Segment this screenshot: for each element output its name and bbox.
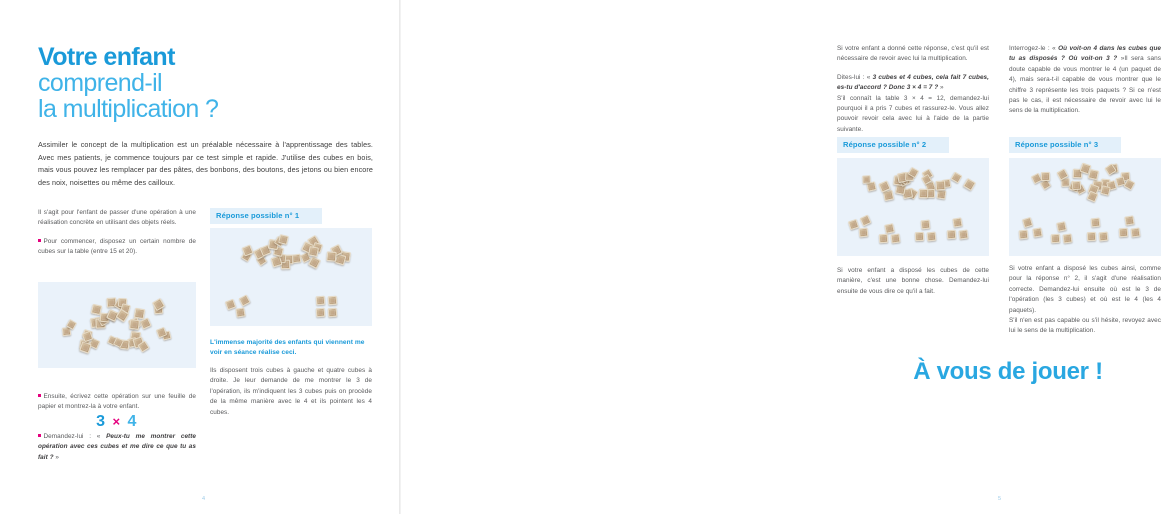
answer-1-body: Ils disposent trois cubes à gauche et quatre cubes à droite. Je leur demande de me montrer le 3 de l'opération, ils m'indiquent les 3 cubes puis on procède de la même manière avec le 4 et ils pointent les 4 cubes. xyxy=(210,367,372,416)
wooden-cube xyxy=(1087,169,1098,180)
wooden-cube xyxy=(1056,221,1067,232)
wooden-cube xyxy=(927,232,937,242)
wooden-cube xyxy=(1099,232,1109,242)
photo-scattered-cubes xyxy=(38,282,196,368)
wooden-cube xyxy=(1019,230,1029,240)
wooden-cube xyxy=(859,228,869,238)
bullet-write-block xyxy=(38,392,196,413)
wooden-cube xyxy=(921,220,931,230)
wooden-cube xyxy=(1051,234,1061,244)
wooden-cube xyxy=(1032,227,1042,237)
answer-3-body xyxy=(1009,264,1161,337)
chip-answer-2: Réponse possible n° 2 xyxy=(837,137,949,153)
wooden-cube xyxy=(935,180,945,190)
bullet-write-text: Ensuite, écrivez cette opération sur une feuille de papier et montrez-la à votre enfant. xyxy=(38,392,196,413)
answer-2-comment-block xyxy=(1009,44,1161,117)
wooden-cube xyxy=(1124,215,1134,225)
page-number-left: 4 xyxy=(202,496,206,502)
page-gutter xyxy=(399,0,401,514)
photo-answer-1-cubes xyxy=(210,228,372,326)
page-title xyxy=(38,44,278,122)
answer-1-comment-para-3: S'il connaît la table 3 × 4 = 12, demandez-lui pourquoi il a pris 7 cubes et rassurez-le. Vous allez pouvoir revoir cela avec lui à l'aide de la partie suivante. xyxy=(837,94,989,133)
answer-2-comment-prefix: Interrogez-le : « xyxy=(1009,45,1059,52)
answer-1-comment-para-1: Si votre enfant a donné cette réponse, c'est qu'il est nécessaire de revoir avec lui la multiplication. xyxy=(837,45,989,63)
wooden-cube xyxy=(316,308,326,318)
intro-paragraph: Assimiler le concept de la multiplication est un préalable nécessaire à l'apprentissage des tables. Avec mes patients, je commence toujours par ce test simple et rapide. J'utilise des cubes en bois, mais vous pouvez les remplacer par des pâtes, des bonbons, des boutons, des jetons ou bien encore des noix, noisettes ou même des cailloux. xyxy=(38,140,373,187)
wooden-cube xyxy=(328,308,338,318)
wooden-cube xyxy=(919,189,929,199)
chip-answer-1: Réponse possible n° 1 xyxy=(210,208,322,224)
answer-3-body-para-1: Si votre enfant a disposé les cubes ainsi, comme pour la réponse n° 2, il s'agit d'une réalisation correcte. Demandez-lui ensuite où est le 3 de l'opération (les 3 cubes) et où est le 4 (les 4 paquets). xyxy=(1009,265,1161,314)
wooden-cube xyxy=(884,223,895,234)
answer-2-comment-suffix: » xyxy=(1117,55,1125,63)
wooden-cube xyxy=(860,215,872,227)
equation-display xyxy=(38,413,196,431)
page-number-right: 5 xyxy=(998,496,1002,502)
wooden-cube xyxy=(1130,227,1140,237)
wooden-cube xyxy=(1022,217,1033,228)
wooden-cube xyxy=(308,246,319,257)
photo-answer-2-cubes xyxy=(837,158,989,256)
left-column-top xyxy=(38,208,196,258)
answer-1-comment-prefix: Dites-lui : « xyxy=(837,73,873,81)
wooden-cube xyxy=(890,233,900,243)
wooden-cube xyxy=(963,178,976,191)
answer-1-comment-quote: 3 cubes et 4 cubes, cela fait 7 cubes, es-tu d'accord ? Donc 3 × 4 = 7 ? xyxy=(837,73,989,92)
wooden-cube xyxy=(958,229,968,239)
wooden-cube xyxy=(1124,179,1136,191)
equation-left-operand: 3 xyxy=(96,413,107,430)
answer-1-comment-para-2 xyxy=(837,73,989,94)
wooden-cube xyxy=(79,341,92,354)
wooden-cube xyxy=(1119,228,1129,238)
title-line-3: la multiplication ? xyxy=(38,95,219,123)
wooden-cube xyxy=(129,319,140,330)
wooden-cube xyxy=(947,230,957,240)
answer-1-comment-suffix: » xyxy=(938,84,944,92)
callout-answer-1: L'immense majorité des enfants qui viennent me voir en séance réalise ceci. xyxy=(210,339,365,357)
wooden-cube xyxy=(848,219,859,230)
wooden-cube xyxy=(1087,232,1096,241)
right-page xyxy=(400,0,1161,514)
wooden-cube xyxy=(862,175,871,184)
wooden-cube xyxy=(950,172,962,184)
title-line-2: comprend-il xyxy=(38,69,163,97)
wooden-cube xyxy=(1091,218,1101,228)
answer-2-comment-quote: Où voit-on 4 dans les cubes que tu as disposés ? Où voit-on 3 ? xyxy=(1009,45,1161,63)
title-line-1: Votre enfant xyxy=(38,43,175,71)
bullet-ask-suffix: » xyxy=(53,453,60,461)
bullet-ask-quote: Peux-tu me montrer cette opération avec ces cubes et me dire ce que tu as fait ? xyxy=(38,433,197,461)
wooden-cube xyxy=(952,217,962,227)
wooden-cube xyxy=(316,296,326,306)
answer-2-body: Si votre enfant a disposé les cubes de cette manière, c'est une bonne chose. Demandez-lui ensuite de vous dire ce qu'il a fait. xyxy=(837,267,989,295)
answer-2-comment-para xyxy=(1009,44,1161,117)
wooden-cube xyxy=(328,296,338,306)
wooden-cube xyxy=(1062,233,1072,243)
wooden-cube xyxy=(1087,191,1099,203)
left-page xyxy=(0,0,400,514)
activity-intro-text: Il s'agit pour l'enfant de passer d'une opération à une réalisation concrète en utilisant des objets réels. xyxy=(38,209,196,227)
bullet-ask-prefix: Demandez-lui : « xyxy=(43,433,107,440)
answer-2-comment-rest: Il sera sans doute capable de vous montrer le 4 (un paquet de 4), mais sera-t-il capable de vous montrer que le chiffre 3 représente les trois paquets ? Si ce n'est pas le cas, il est nécessaire de revoir avec lui le sens de la multiplication. xyxy=(1009,55,1161,115)
bullet-ask-block xyxy=(38,432,196,463)
answer-1-comment-block xyxy=(837,44,989,135)
wooden-cube xyxy=(235,307,245,317)
wooden-cube xyxy=(1071,180,1080,189)
wooden-cube xyxy=(1101,185,1112,196)
wooden-cube xyxy=(292,254,302,264)
wooden-cube xyxy=(915,232,924,241)
equation-right-operand: 4 xyxy=(127,413,138,430)
wooden-cube xyxy=(1041,172,1050,181)
wooden-cube xyxy=(879,234,889,244)
wooden-cube xyxy=(238,294,250,306)
photo-answer-3-cubes xyxy=(1009,158,1161,256)
answer-3-body-para-2: S'il n'en est pas capable ou s'il hésite, revoyez avec lui le sens de la multiplication. xyxy=(1009,317,1161,335)
chip-answer-3: Réponse possible n° 3 xyxy=(1009,137,1121,153)
call-to-action-heading: À vous de jouer ! xyxy=(913,358,1103,385)
wooden-cube xyxy=(327,251,338,262)
multiplication-sign-icon: × xyxy=(112,414,122,429)
wooden-cube xyxy=(61,327,70,336)
bullet-start-text: Pour commencer, disposez un certain nombre de cubes sur la table (entre 15 et 20). xyxy=(38,237,196,258)
wooden-cube xyxy=(936,189,946,199)
bullet-ask-text xyxy=(38,432,196,463)
